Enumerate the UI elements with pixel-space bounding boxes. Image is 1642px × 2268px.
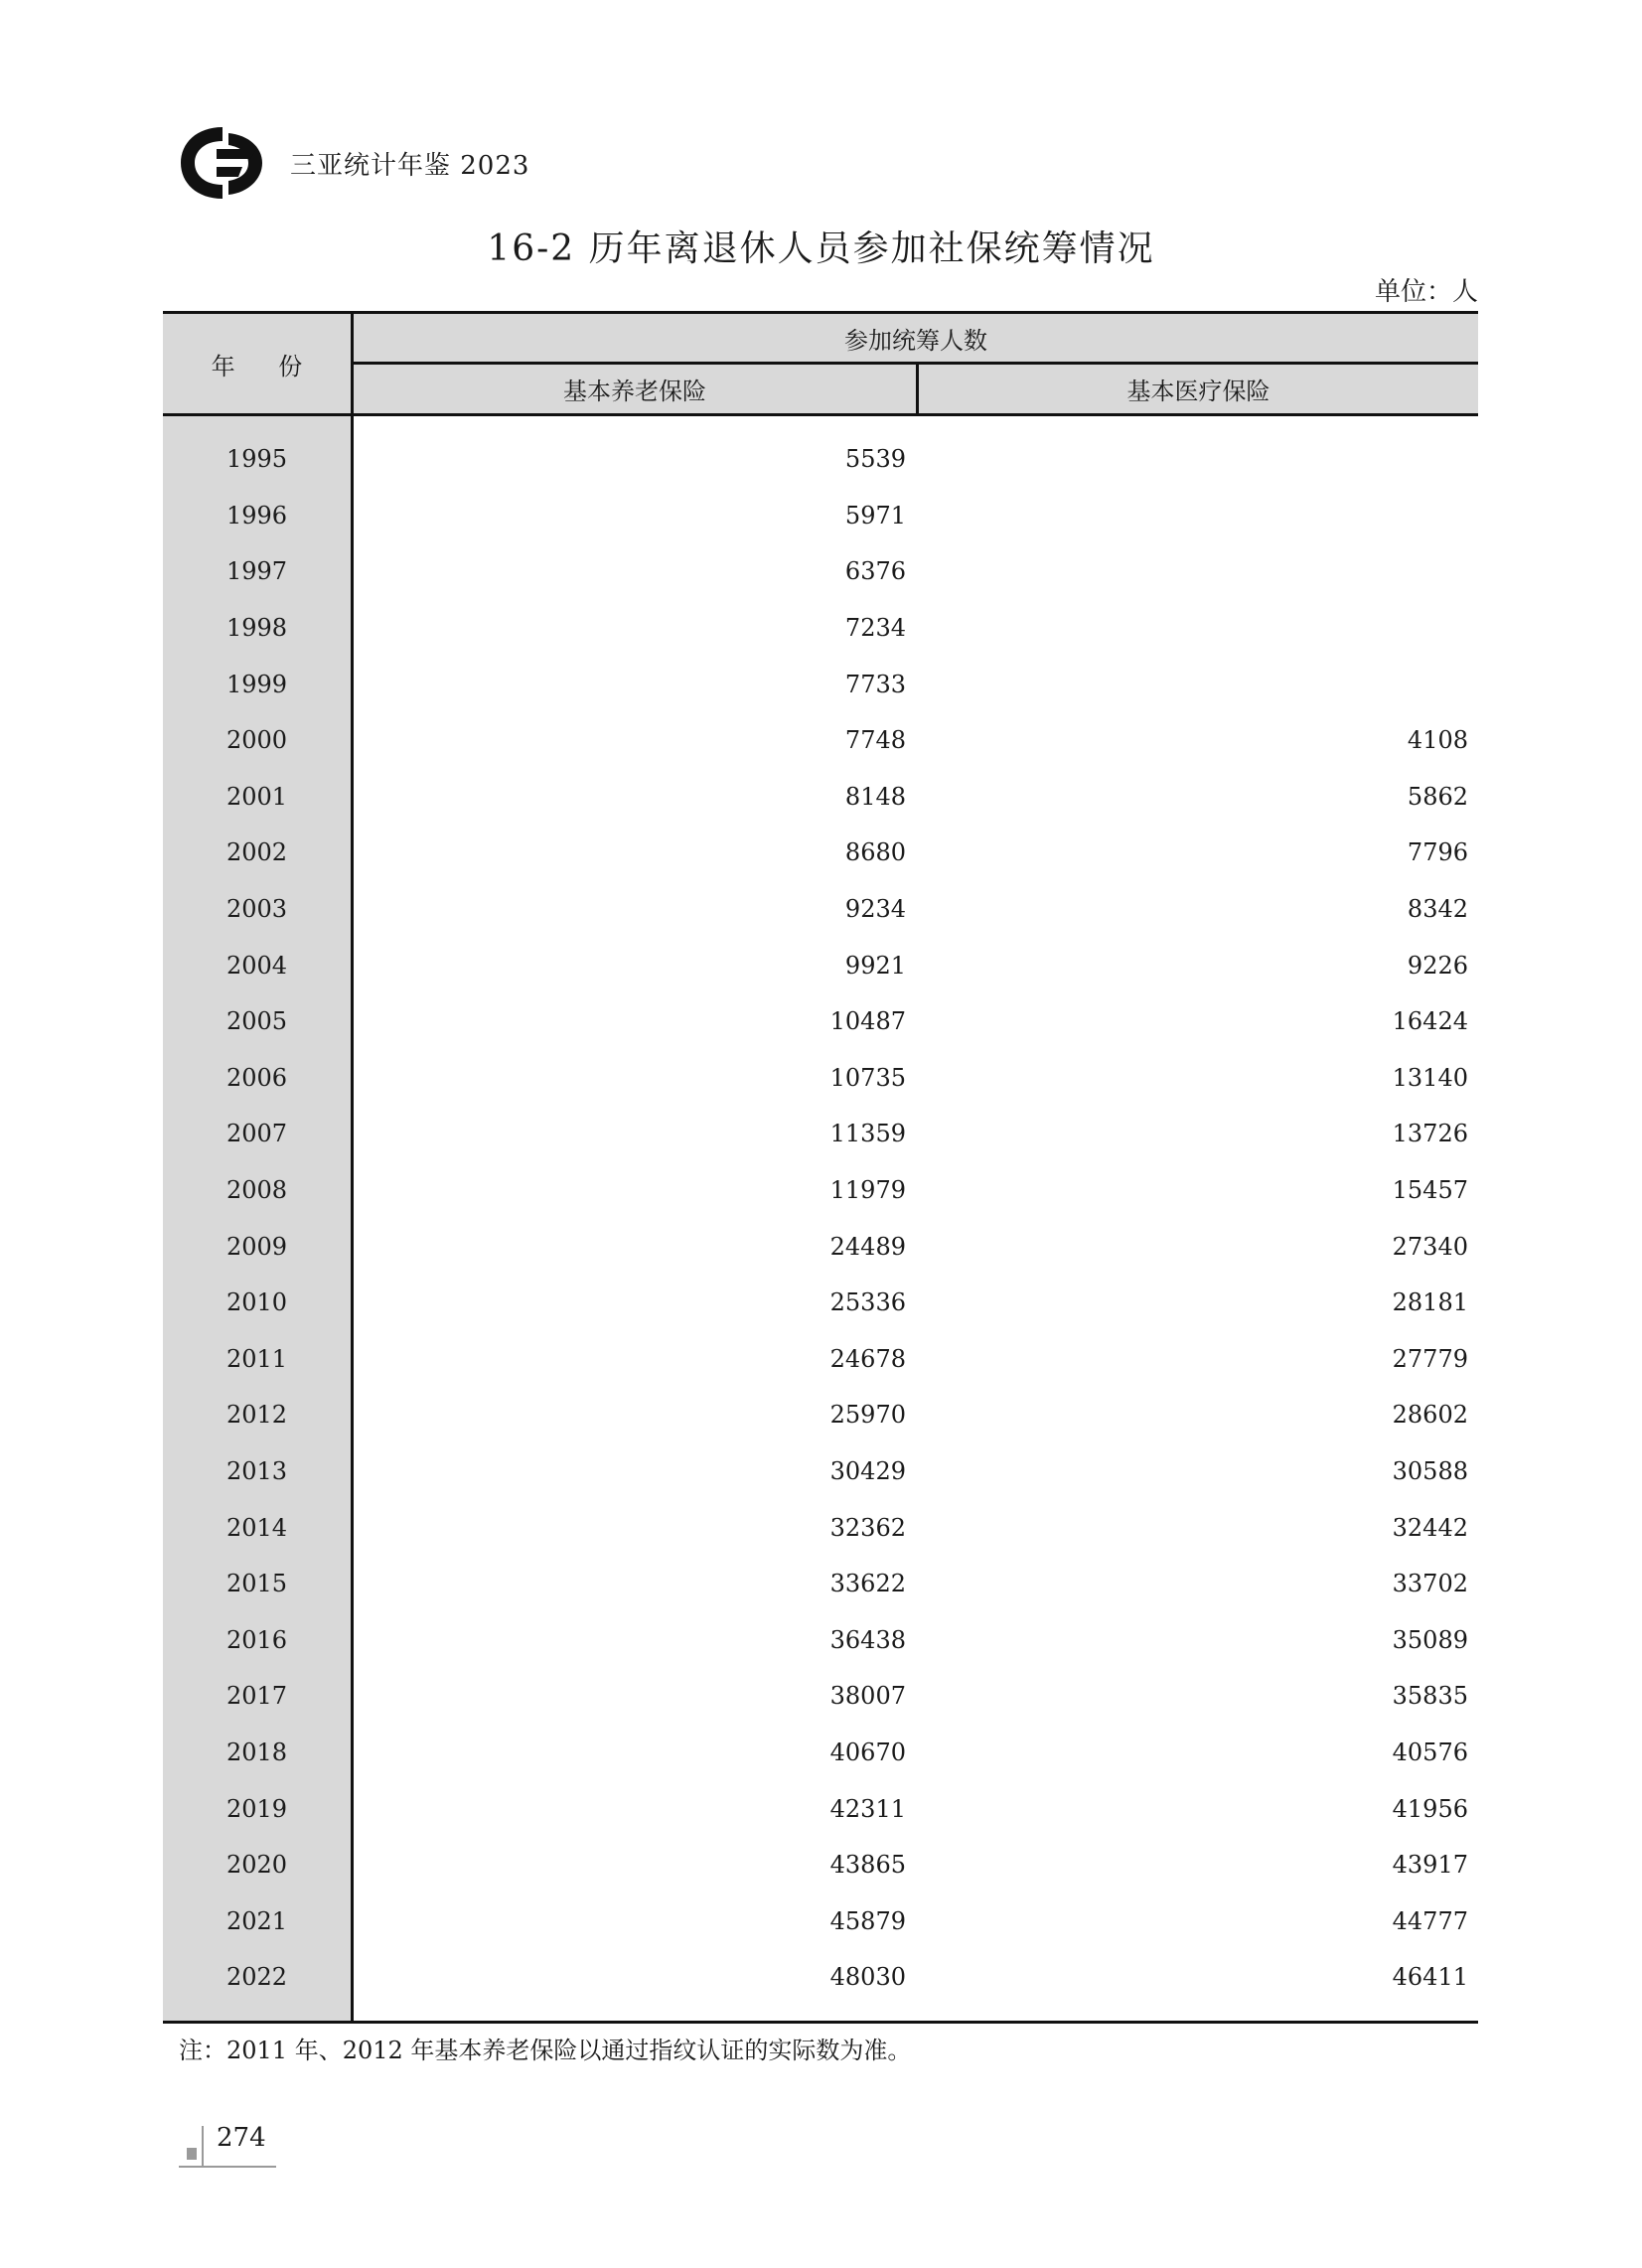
pension-cell: 7748 (844, 726, 906, 755)
pension-cell: 48030 (829, 1963, 906, 1992)
table-row (163, 1837, 1478, 1893)
year-cell: 2000 (225, 726, 288, 755)
pension-cell: 5971 (844, 501, 906, 529)
pension-cell: 6376 (844, 557, 906, 586)
table-row (163, 993, 1478, 1050)
year-cell: 2004 (225, 951, 288, 980)
pension-cell: 9921 (844, 951, 906, 980)
table-row (163, 488, 1478, 544)
pension-cell: 38007 (829, 1682, 906, 1711)
year-cell: 2015 (225, 1570, 288, 1598)
pension-cell: 11359 (829, 1120, 906, 1148)
table-title: 16-2 历年离退休人员参加社保统筹情况 (487, 228, 1155, 269)
medical-cell: 28181 (1392, 1288, 1468, 1317)
yearbook-logo-icon (177, 119, 268, 207)
table-row (163, 1892, 1478, 1949)
pension-cell: 11979 (829, 1176, 906, 1205)
table-header (163, 314, 1478, 413)
table-row (163, 656, 1478, 712)
year-cell: 2008 (225, 1176, 288, 1205)
pension-cell: 45879 (829, 1906, 906, 1935)
medical-cell: 27779 (1392, 1344, 1468, 1373)
table-row (163, 1611, 1478, 1668)
table-row (163, 1106, 1478, 1162)
page-number: 274 (217, 2123, 266, 2153)
pension-cell: 36438 (829, 1625, 906, 1654)
table-row (163, 1780, 1478, 1837)
pension-cell: 40670 (829, 1738, 906, 1766)
table-row (163, 1218, 1478, 1275)
medical-cell: 4108 (1407, 726, 1468, 755)
pension-cell: 8148 (844, 782, 906, 811)
year-cell: 2010 (225, 1288, 288, 1317)
medical-cell: 33702 (1392, 1570, 1468, 1598)
year-cell: 2003 (225, 895, 288, 924)
header-pension: 基本养老保险 (563, 378, 706, 405)
data-table (163, 311, 1478, 2024)
year-cell: 2014 (225, 1513, 288, 1542)
pension-cell: 24678 (829, 1344, 906, 1373)
table-bottom-rule (163, 2021, 1478, 2024)
year-cell: 2021 (225, 1906, 288, 1935)
medical-cell: 13726 (1392, 1120, 1468, 1148)
medical-cell: 27340 (1392, 1232, 1468, 1261)
pension-cell: 10487 (829, 1007, 906, 1036)
table-row (163, 600, 1478, 657)
table-row (163, 881, 1478, 938)
pension-cell: 25970 (829, 1401, 906, 1430)
table-row (163, 825, 1478, 881)
pension-cell: 9234 (844, 895, 906, 924)
pension-cell: 42311 (829, 1794, 906, 1823)
table-row (163, 769, 1478, 826)
table-row (163, 1668, 1478, 1725)
year-cell: 2006 (225, 1063, 288, 1092)
medical-cell: 32442 (1392, 1513, 1468, 1542)
year-cell: 1999 (225, 670, 288, 698)
table-row (163, 1499, 1478, 1556)
table-body (163, 416, 1478, 2021)
year-cell: 1996 (225, 501, 288, 529)
table-row (163, 1949, 1478, 2006)
year-cell: 2001 (225, 782, 288, 811)
table-row (163, 1556, 1478, 1612)
medical-cell: 46411 (1392, 1963, 1468, 1992)
table-row (163, 431, 1478, 488)
pension-cell: 25336 (829, 1288, 906, 1317)
table-row (163, 1050, 1478, 1107)
table-row (163, 1162, 1478, 1219)
medical-cell: 40576 (1392, 1738, 1468, 1766)
year-cell: 1998 (225, 614, 288, 643)
page-marker-vertical-rule (202, 2126, 204, 2168)
year-cell: 2013 (225, 1456, 288, 1485)
year-cell: 2019 (225, 1794, 288, 1823)
medical-cell: 16424 (1392, 1007, 1468, 1036)
table-row (163, 1331, 1478, 1388)
medical-cell: 9226 (1407, 951, 1468, 980)
year-cell: 2011 (225, 1344, 288, 1373)
table-row (163, 937, 1478, 993)
medical-cell: 35089 (1392, 1625, 1468, 1654)
year-cell: 2009 (225, 1232, 288, 1261)
medical-cell: 7796 (1407, 838, 1468, 867)
year-cell: 2007 (225, 1120, 288, 1148)
unit-label: 单位：人 (1374, 277, 1478, 307)
pension-cell: 33622 (829, 1570, 906, 1598)
medical-cell: 13140 (1392, 1063, 1468, 1092)
year-cell: 2016 (225, 1625, 288, 1654)
table-row (163, 1725, 1478, 1781)
year-cell: 2002 (225, 838, 288, 867)
pension-cell: 5539 (844, 445, 906, 474)
header-year: 年 份 (211, 352, 321, 380)
medical-cell: 41956 (1392, 1794, 1468, 1823)
pension-cell: 7733 (844, 670, 906, 698)
page-marker-horizontal-rule (179, 2166, 276, 2168)
year-cell: 2022 (225, 1963, 288, 1992)
medical-cell: 8342 (1407, 895, 1468, 924)
year-cell: 2005 (225, 1007, 288, 1036)
table-row (163, 1443, 1478, 1500)
pension-cell: 8680 (844, 838, 906, 867)
year-cell: 1997 (225, 557, 288, 586)
year-cell: 2017 (225, 1682, 288, 1711)
medical-cell: 35835 (1392, 1682, 1468, 1711)
pension-cell: 30429 (829, 1456, 906, 1485)
table-row (163, 543, 1478, 600)
year-cell: 2018 (225, 1738, 288, 1766)
page-marker (187, 2148, 197, 2160)
table-note: 注：2011 年、2012 年基本养老保险以通过指纹认证的实际数为准。 (179, 2037, 912, 2064)
table-row (163, 712, 1478, 769)
year-cell: 2020 (225, 1851, 288, 1880)
pension-cell: 7234 (844, 614, 906, 643)
pension-cell: 24489 (829, 1232, 906, 1261)
table-row (163, 1387, 1478, 1443)
pension-cell: 10735 (829, 1063, 906, 1092)
medical-cell: 28602 (1392, 1401, 1468, 1430)
year-cell: 1995 (225, 445, 288, 474)
pension-cell: 32362 (829, 1513, 906, 1542)
header-group: 参加统筹人数 (844, 326, 987, 355)
year-cell: 2012 (225, 1401, 288, 1430)
medical-cell: 44777 (1392, 1906, 1468, 1935)
medical-cell: 5862 (1407, 782, 1468, 811)
table-row (163, 1275, 1478, 1331)
medical-cell: 30588 (1392, 1456, 1468, 1485)
book-title: 三亚统计年鉴 2023 (290, 151, 530, 181)
pension-cell: 43865 (829, 1851, 906, 1880)
medical-cell: 15457 (1392, 1176, 1468, 1205)
header-medical: 基本医疗保险 (1126, 378, 1270, 405)
medical-cell: 43917 (1392, 1851, 1468, 1880)
